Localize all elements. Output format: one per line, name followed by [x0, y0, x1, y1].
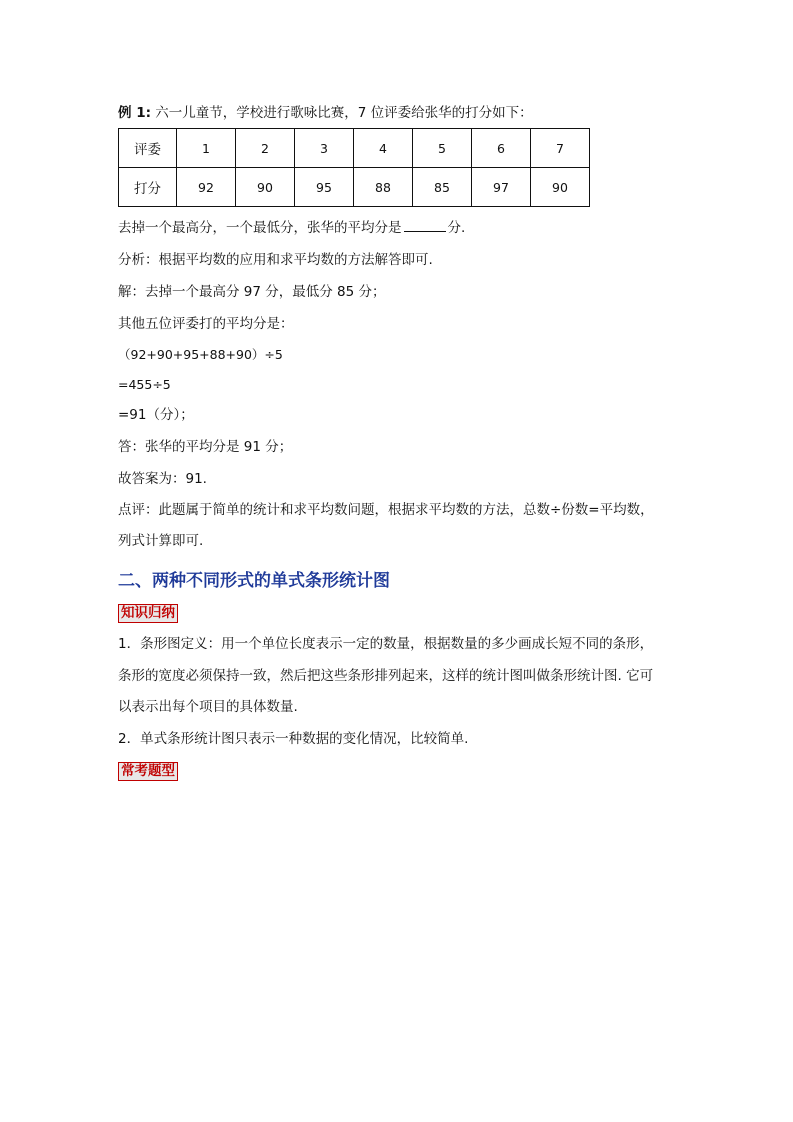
table-cell: 2	[236, 129, 295, 168]
table-cell: 6	[472, 129, 531, 168]
table-row-judges	[119, 129, 590, 168]
comment-line: 点评：此题属于简单的统计和求平均数问题，根据求平均数的方法，总数÷份数=平均数，	[118, 502, 654, 518]
solution-line: =91（分）；	[118, 407, 194, 423]
table-cell: 95	[295, 168, 354, 207]
solution-line: 故答案为：91.	[118, 471, 207, 487]
answer-blank	[404, 219, 446, 232]
table-cell: 4	[354, 129, 413, 168]
table-cell: 1	[177, 129, 236, 168]
scores-table	[118, 128, 590, 207]
knowledge-point: 以表示出每个项目的具体数量.	[118, 699, 298, 715]
knowledge-point: 2．单式条形统计图只表示一种数据的变化情况，比较简单.	[118, 731, 469, 747]
row-header-scores: 打分	[119, 168, 177, 207]
table-cell: 7	[531, 129, 590, 168]
common-questions-tag: 常考题型	[118, 762, 178, 781]
comment-line: 列式计算即可.	[118, 533, 204, 549]
table-cell: 88	[354, 168, 413, 207]
solution-line: 其他五位评委打的平均分是：	[118, 316, 294, 332]
knowledge-point: 1．条形图定义：用一个单位长度表示一定的数量，根据数量的多少画成长短不同的条形，	[118, 636, 654, 652]
question-tail	[118, 219, 465, 237]
knowledge-point: 条形的宽度必须保持一致，然后把这些条形排列起来，这样的统计图叫做条形统计图. 它可	[118, 668, 654, 684]
knowledge-tag: 知识归纳	[118, 604, 178, 623]
question-tail-unit: 分.	[447, 220, 466, 236]
example-label: 例 1:	[118, 105, 151, 121]
example-text: 六一儿童节，学校进行歌咏比赛，7 位评委给张华的打分如下：	[155, 105, 533, 121]
table-cell: 85	[413, 168, 472, 207]
row-header-judges: 评委	[119, 129, 177, 168]
analysis-text: 分析：根据平均数的应用和求平均数的方法解答即可.	[118, 252, 433, 268]
solution-line: =455÷5	[118, 377, 171, 392]
table-cell: 90	[236, 168, 295, 207]
table-cell: 92	[177, 168, 236, 207]
table-cell: 3	[295, 129, 354, 168]
table-row-scores	[119, 168, 590, 207]
table-cell: 5	[413, 129, 472, 168]
section-title: 二、两种不同形式的单式条形统计图	[118, 571, 390, 591]
example-question	[118, 104, 533, 122]
solution-line: （92+90+95+88+90）÷5	[118, 347, 283, 362]
solution-line: 答：张华的平均分是 91 分；	[118, 439, 293, 455]
table-cell: 97	[472, 168, 531, 207]
table-cell: 90	[531, 168, 590, 207]
question-tail-text: 去掉一个最高分，一个最低分，张华的平均分是	[118, 220, 402, 236]
solution-line: 解：去掉一个最高分 97 分，最低分 85 分；	[118, 284, 386, 300]
